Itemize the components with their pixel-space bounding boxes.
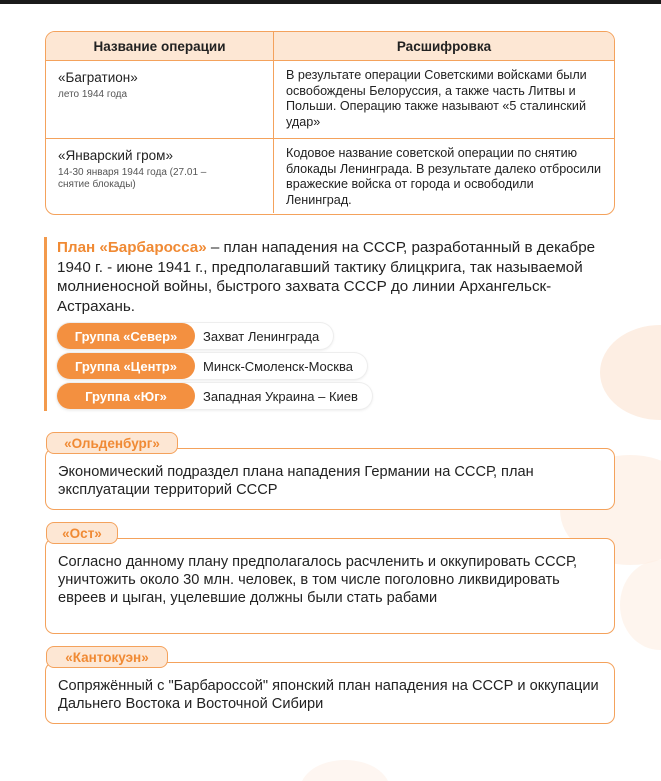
- plan-tag-kantokuen: «Кантокуэн»: [46, 646, 168, 668]
- decor-petal: [300, 760, 390, 781]
- plan-box-kantokuen: [45, 662, 615, 724]
- barbarossa-text: – план нападения на СССР, разработанный в декабре 1940 г. - июне 1941 г., предполагавший тактику блицкрига, так называемой молниеносной войны, быстрого захвата СССР до линии Архангельск-Астрахань.: [57, 239, 596, 315]
- plan-text: Согласно данному плану предполагалось расчленить и оккупировать СССР, уничтожить около 30 млн. человек, в том числе поголовно ликвидировать евреев и цыган, уцелевшие должны были стать рабами: [58, 554, 578, 606]
- operations-table: [45, 31, 615, 215]
- plan-box-ost: [45, 538, 615, 634]
- description-cell: [274, 139, 614, 213]
- plan-text: Экономический подраздел плана нападения Германии на СССР, план эксплуатации территорий СССР: [58, 464, 534, 498]
- operation-date: лето 1944 года: [58, 89, 128, 100]
- section-accent-bar: [44, 237, 47, 411]
- army-group-row: [57, 383, 372, 409]
- army-group-label: Группа «Центр»: [57, 353, 195, 379]
- table-row: [46, 139, 614, 213]
- army-group-row: [57, 323, 333, 349]
- army-group-label: Группа «Юг»: [57, 383, 195, 409]
- barbarossa-description: [57, 238, 617, 316]
- operation-cell: [46, 139, 274, 213]
- plan-box-oldenburg: [45, 448, 615, 510]
- army-group-chip: [57, 353, 367, 379]
- army-group-row: [57, 353, 367, 379]
- operation-name: «Багратион»: [58, 70, 138, 85]
- operation-description: Кодовое название советской операции по снятию блокады Ленинграда. В результате далеко отбросили вражеские войска от города и освободили Ленинград.: [286, 146, 601, 207]
- top-edge: [0, 0, 661, 4]
- operation-cell: [46, 61, 274, 138]
- plan-text: Сопряжённый с "Барбароссой" японский план нападения на СССР и оккупации Дальнего Востока и Восточной Сибири: [58, 678, 599, 712]
- operation-description: В результате операции Советскими войсками были освобождены Белоруссия, а также часть Литвы и Польши. Операцию также называют «5 сталинский удар»: [286, 68, 587, 129]
- plan-tag-ost: «Ост»: [46, 522, 118, 544]
- army-group-target: Минск-Смоленск-Москва: [203, 358, 353, 374]
- army-group-chip: [57, 323, 333, 349]
- operation-date: 14-30 января 1944 года (27.01 – снятие блокады): [58, 167, 207, 190]
- army-group-label: Группа «Север»: [57, 323, 195, 349]
- army-group-target: Захват Ленинграда: [203, 328, 320, 344]
- plan-tag-oldenburg: «Ольденбург»: [46, 432, 178, 454]
- table-row: [46, 61, 614, 139]
- operation-name: «Январский гром»: [58, 148, 173, 163]
- decor-petal: [620, 560, 661, 650]
- column-header-description: Расшифровка: [396, 38, 492, 54]
- description-cell: [274, 61, 614, 138]
- column-header-name: Название операции: [46, 32, 274, 60]
- decor-petal: [600, 325, 661, 420]
- table-header: [46, 32, 614, 61]
- army-group-chip: [57, 383, 372, 409]
- barbarossa-title: План «Барбаросса»: [57, 239, 207, 256]
- army-group-target: Западная Украина – Киев: [203, 388, 358, 404]
